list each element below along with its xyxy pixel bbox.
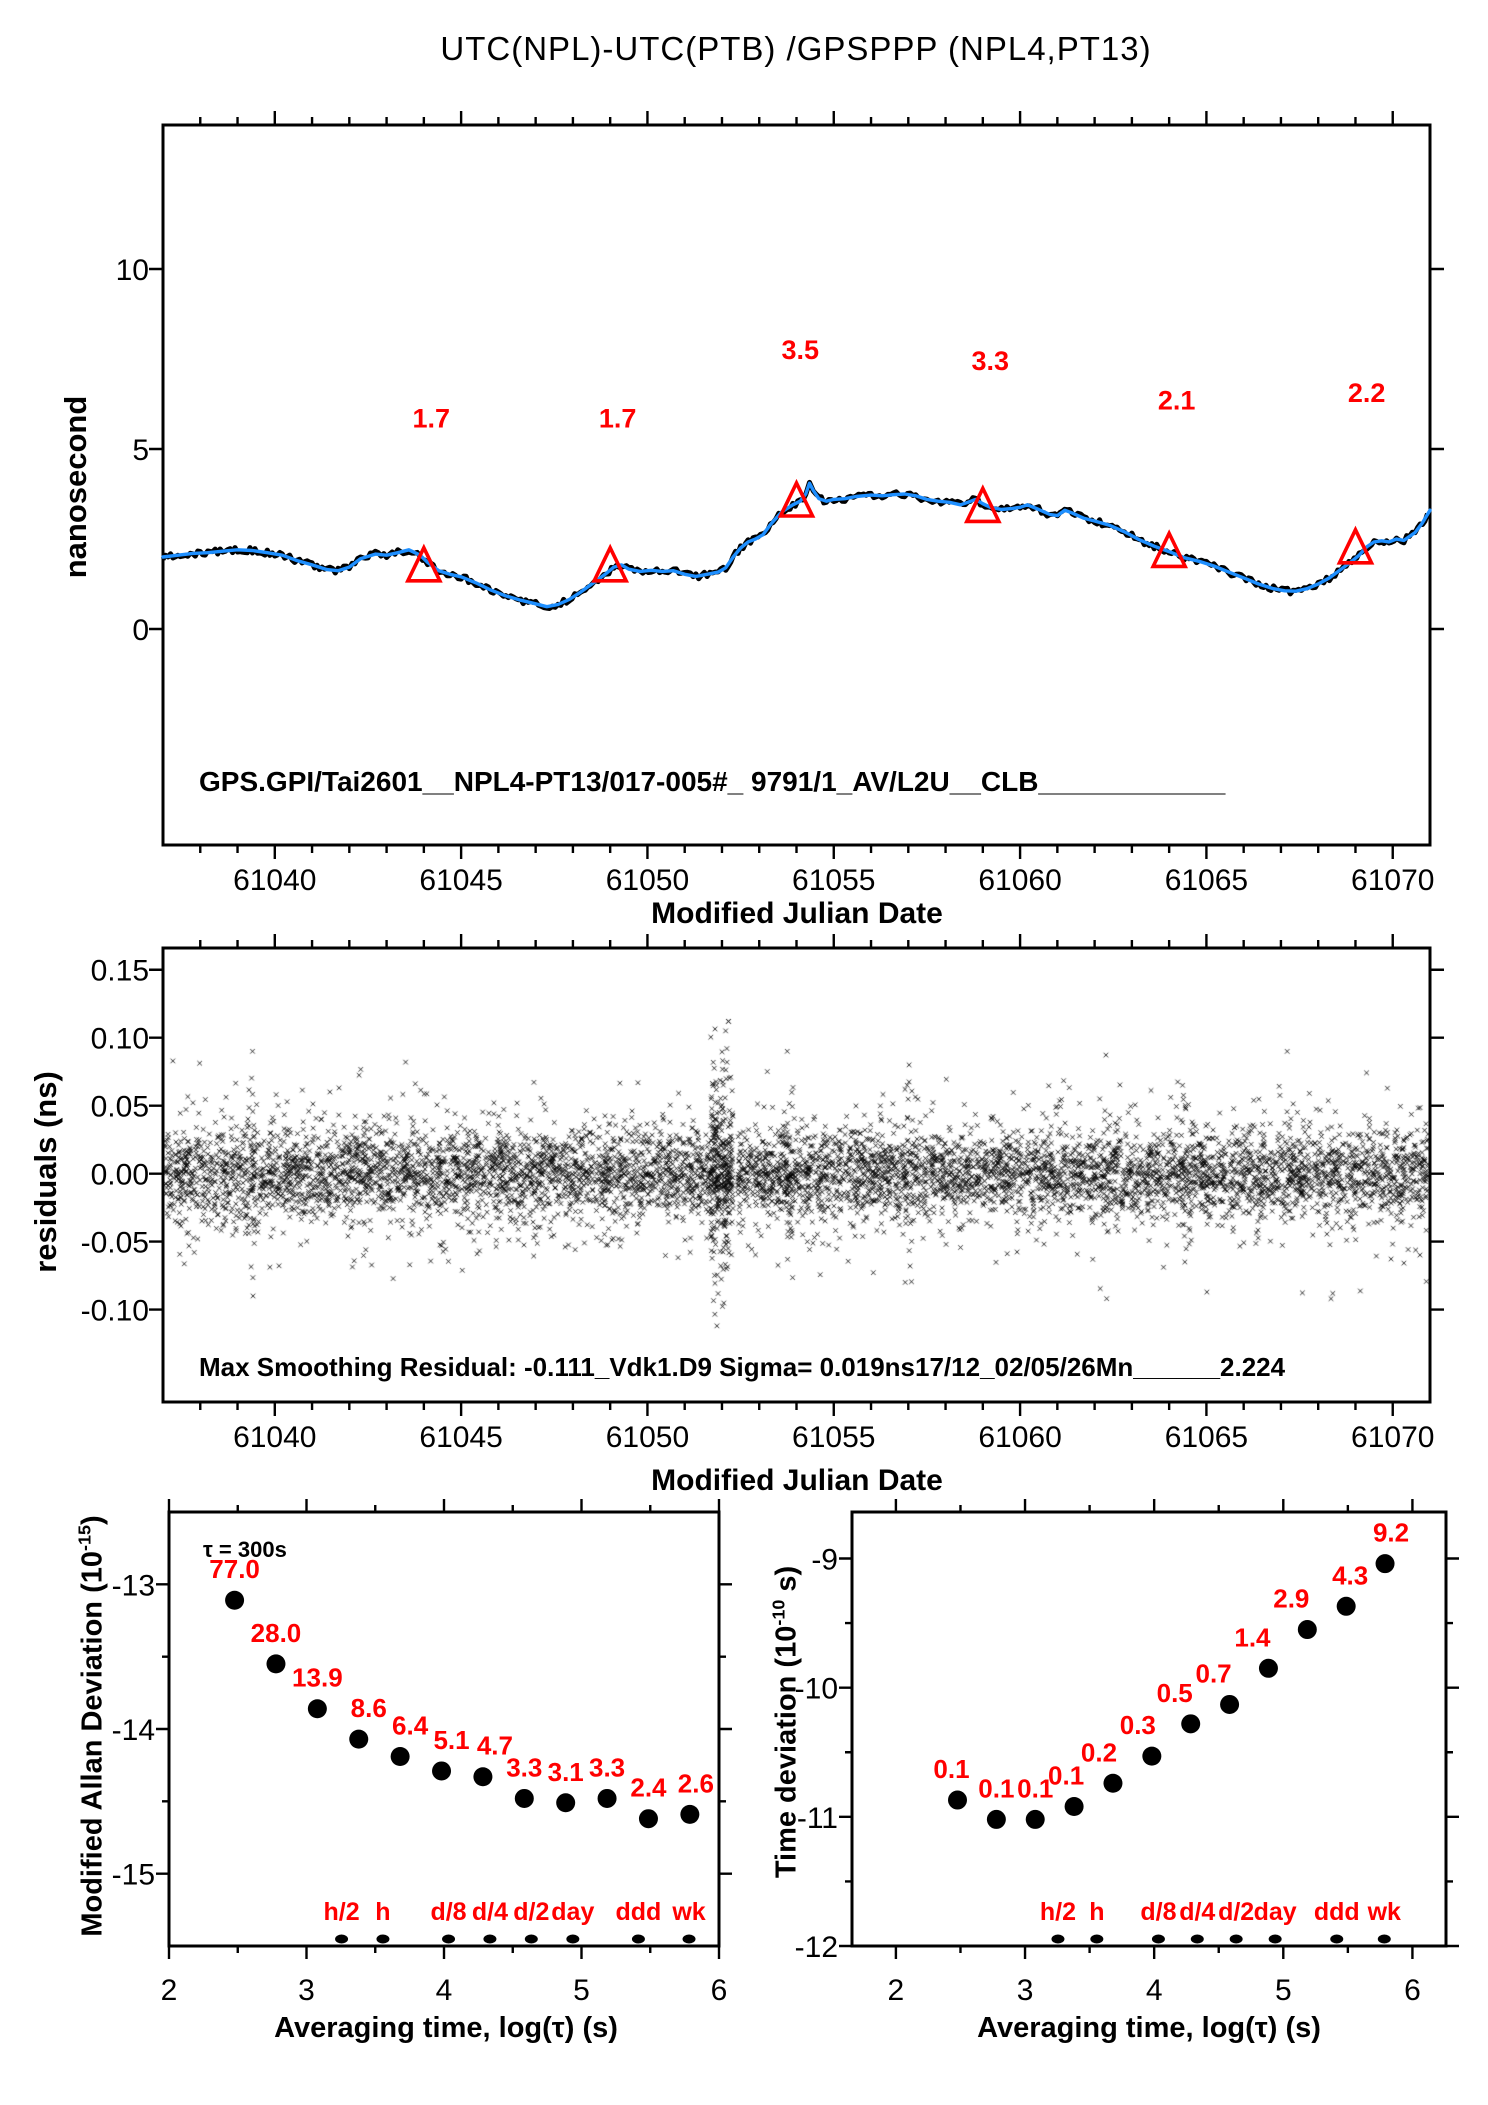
data-value-label: 0.5 [1156, 1677, 1193, 1708]
period-label: d/2 [513, 1898, 550, 1926]
data-value-label: 3.3 [506, 1752, 543, 1783]
data-point [1376, 1554, 1395, 1573]
period-marker-dot [1152, 1935, 1165, 1944]
y-tick-label: -11 [796, 1801, 838, 1835]
x-tick-label: 61040 [233, 864, 317, 897]
data-value-label: 6.4 [392, 1710, 429, 1741]
period-label: d/8 [430, 1898, 467, 1926]
data-value-label: 2.6 [677, 1768, 714, 1799]
period-marker-dot [632, 1935, 645, 1944]
data-value-label: 0.3 [1119, 1710, 1156, 1741]
plot-frame [163, 948, 1430, 1402]
data-point [515, 1789, 534, 1808]
data-value-label: 3.1 [547, 1756, 584, 1787]
y-tick-label: 10 [115, 254, 149, 287]
data-point [1142, 1747, 1161, 1766]
period-label: wk [672, 1898, 706, 1926]
mdev-plot [112, 1499, 732, 2007]
data-value-label: 0.1 [1048, 1760, 1085, 1791]
minor-ticks [200, 940, 1355, 1410]
data-value-label: 0.1 [1017, 1773, 1054, 1804]
data-point [1103, 1774, 1122, 1793]
data-point [473, 1767, 492, 1786]
period-marker-dot [683, 1935, 696, 1944]
y-tick-label: 0.05 [90, 1090, 149, 1124]
x-tick-label: 61050 [605, 1421, 690, 1454]
period-label: d/8 [1140, 1898, 1177, 1926]
x-tick-label: 61045 [419, 864, 503, 897]
tdev-y-axis-label [769, 1566, 804, 1878]
x-tick-label: 61060 [978, 864, 1062, 897]
data-value-label: 0.1 [978, 1773, 1015, 1804]
period-label: h [1089, 1898, 1105, 1926]
tdev-x-axis-label: Averaging time, log(τ) (s) [977, 2012, 1321, 2044]
period-marker-dot [335, 1935, 348, 1944]
tdev-y-axis-label-exponent: -10 [768, 1599, 789, 1626]
data-value-label: 0.1 [933, 1754, 970, 1785]
data-point [308, 1699, 327, 1718]
calibration-value-label: 2.2 [1347, 378, 1386, 409]
y-tick-label: -12 [794, 1931, 838, 1964]
x-tick-label: 61045 [419, 1421, 503, 1454]
period-marker-dot [1378, 1935, 1391, 1944]
mdev-y-axis-label-close: ) [76, 1515, 109, 1526]
data-point [266, 1654, 285, 1673]
mdev-y-axis-label-exponent: -15 [74, 1525, 95, 1552]
period-label: day [551, 1898, 595, 1926]
y-tick-label: -0.05 [80, 1226, 149, 1260]
period-label: h/2 [323, 1898, 360, 1926]
x-tick-label: 2 [160, 1974, 178, 2007]
x-tick-label: 5 [1274, 1974, 1292, 2007]
data-point [1026, 1810, 1045, 1829]
data-point [349, 1730, 368, 1749]
data-value-label: 8.6 [350, 1693, 387, 1724]
data-point [598, 1789, 617, 1808]
figure-title: UTC(NPL)-UTC(PTB) /GPSPPP (NPL4,PT13) [440, 30, 1152, 67]
x-tick-label: 61060 [978, 1421, 1062, 1454]
period-marker-dot [525, 1935, 538, 1944]
data-value-label: 28.0 [250, 1617, 302, 1648]
period-marker-dot [442, 1935, 455, 1944]
y-tick-label: 5 [132, 434, 149, 467]
gps-link-annotation: GPS.GPI/Tai2601__NPL4-PT13/017-005#_ 9791/1_AV/L2U__CLB____________ [199, 766, 1226, 797]
x-tick-label: 6 [1404, 1974, 1421, 2007]
smoothing-residual-annotation: Max Smoothing Residual: -0.111_Vdk1.D9 Sigma= 0.019ns17/12_02/05/26Mn______2.224 [199, 1352, 1286, 1382]
period-label: d/4 [1179, 1898, 1216, 1926]
calibration-value-label: 1.7 [412, 403, 451, 434]
period-label: ddd [615, 1898, 662, 1926]
y-tick-label: -15 [111, 1858, 155, 1892]
data-point [948, 1791, 967, 1810]
data-point [1337, 1597, 1356, 1616]
x-tick-label: 3 [298, 1974, 315, 2007]
calibration-value-label: 3.3 [971, 345, 1010, 376]
data-value-label: 2.9 [1273, 1583, 1310, 1614]
data-value-label: 5.1 [433, 1724, 470, 1755]
mdev-x-axis-label: Averaging time, log(τ) (s) [274, 2012, 618, 2044]
data-value-label: 13.9 [292, 1662, 343, 1693]
x-tick-label: 5 [573, 1974, 590, 2007]
x-tick-label: 4 [435, 1974, 453, 2007]
x-tick-label: 61070 [1351, 864, 1435, 897]
mdev-y-axis-label-base: Modified Allan Deviation (10 [76, 1551, 109, 1937]
data-point [391, 1747, 410, 1766]
period-label: d/2 [1218, 1898, 1255, 1926]
x-tick-label: 61040 [233, 1421, 317, 1454]
data-value-label: 9.2 [1372, 1517, 1410, 1548]
tdev-plot [795, 1499, 1459, 2007]
mdev-y-axis-label [75, 1515, 110, 1936]
data-point [1220, 1695, 1239, 1714]
period-marker-dot [1269, 1935, 1282, 1944]
x-tick-label: 61070 [1351, 1421, 1435, 1454]
data-point [639, 1809, 658, 1828]
period-label: day [1253, 1898, 1297, 1926]
period-label: wk [1367, 1898, 1401, 1926]
top-y-axis-label: nanosecond [58, 395, 93, 579]
data-value-label: 3.3 [588, 1752, 626, 1783]
x-tick-label: 2 [887, 1974, 905, 2007]
data-point [432, 1761, 451, 1780]
residuals-y-axis-label: residuals (ns) [28, 1071, 63, 1273]
data-value-label: 77.0 [209, 1554, 260, 1585]
y-tick-label: 0.00 [90, 1158, 149, 1192]
x-tick-label: 61055 [792, 864, 876, 897]
y-tick-label: 0 [132, 614, 149, 647]
data-value-label: 0.2 [1080, 1737, 1118, 1768]
tdev-y-axis-label-close: s) [770, 1565, 803, 1600]
period-label: h/2 [1039, 1898, 1077, 1926]
tdev-y-axis-label-base: Time deviation (10 [770, 1625, 803, 1879]
period-marker-dot [1330, 1935, 1343, 1944]
data-point [1065, 1797, 1084, 1816]
y-tick-label: -9 [811, 1543, 838, 1577]
data-value-label: 1.4 [1234, 1622, 1271, 1653]
x-tick-label: 61065 [1164, 1421, 1249, 1454]
major-ticks [149, 934, 1444, 1416]
tau-annotation: τ = 300s [203, 1537, 287, 1562]
data-point [680, 1805, 699, 1824]
x-tick-label: 61050 [605, 864, 690, 897]
period-marker-dot [483, 1935, 496, 1944]
minor-ticks [200, 117, 1355, 853]
data-point [1259, 1659, 1278, 1678]
calibration-value-label: 3.5 [781, 335, 819, 365]
data-point [225, 1591, 244, 1610]
period-marker-dot [376, 1935, 389, 1944]
residuals-x-axis-label: Modified Julian Date [651, 1464, 943, 1497]
period-label: h [375, 1898, 391, 1926]
x-tick-label: 61065 [1164, 864, 1249, 897]
top-x-axis-label: Modified Julian Date [651, 897, 943, 930]
x-tick-label: 61055 [792, 1421, 876, 1454]
y-tick-label: 0.15 [90, 954, 149, 988]
calibration-value-label: 2.1 [1157, 385, 1196, 416]
period-label: d/4 [471, 1898, 508, 1926]
period-label: ddd [1313, 1898, 1360, 1926]
period-marker-dot [1051, 1935, 1064, 1944]
data-point [1298, 1620, 1317, 1639]
period-marker-dot [566, 1935, 579, 1944]
data-value-label: 4.3 [1332, 1560, 1369, 1591]
period-marker-dot [1191, 1935, 1204, 1944]
data-value-label: 0.7 [1195, 1658, 1232, 1689]
y-tick-label: -10 [794, 1672, 838, 1706]
data-point [556, 1793, 575, 1812]
x-tick-label: 3 [1016, 1974, 1034, 2007]
x-tick-label: 4 [1145, 1974, 1163, 2007]
y-tick-label: -13 [111, 1569, 155, 1603]
period-marker-dot [1230, 1935, 1243, 1944]
x-tick-label: 6 [710, 1974, 728, 2007]
smoothed-curve [163, 483, 1430, 607]
data-value-label: 4.7 [476, 1730, 513, 1761]
raw-data-trace [163, 482, 1428, 608]
data-value-label: 2.4 [630, 1772, 667, 1803]
period-marker-dot [1090, 1935, 1103, 1944]
data-point [987, 1810, 1006, 1829]
data-point [1181, 1714, 1200, 1733]
calibration-value-label: 1.7 [598, 403, 637, 434]
y-tick-label: -14 [111, 1714, 155, 1747]
y-tick-label: -0.10 [80, 1294, 149, 1328]
y-tick-label: 0.10 [90, 1022, 149, 1056]
